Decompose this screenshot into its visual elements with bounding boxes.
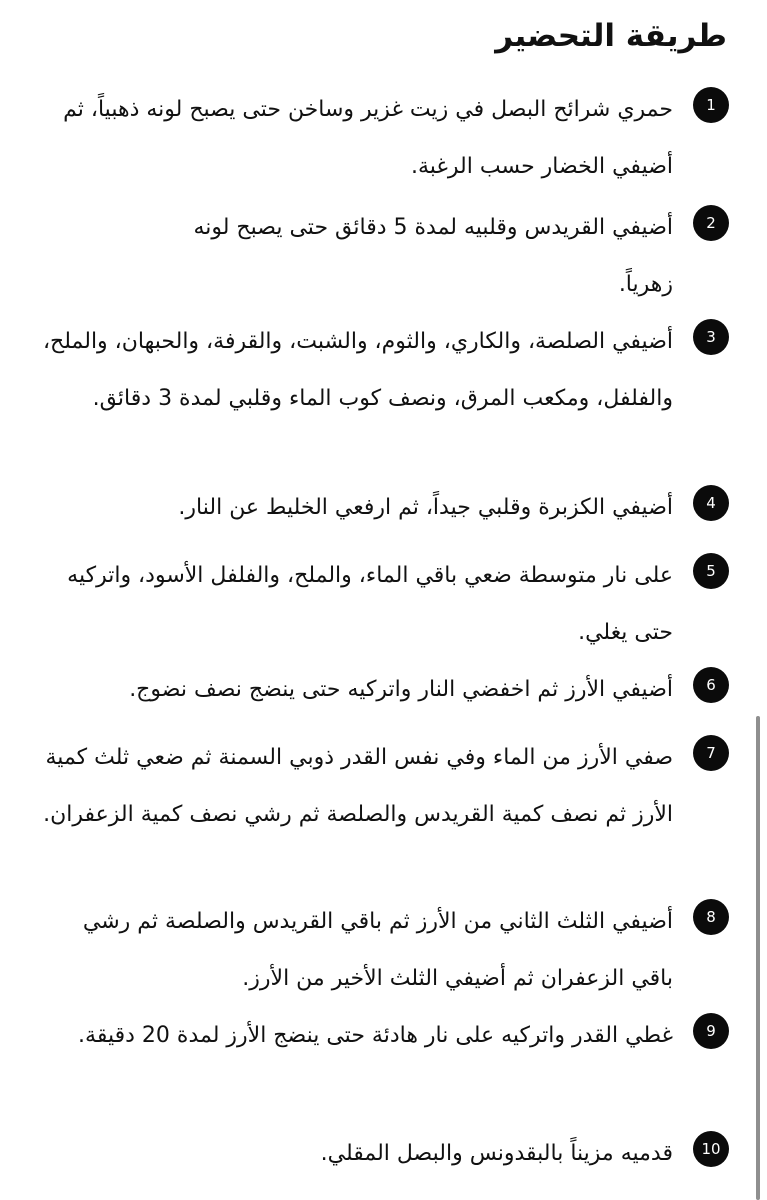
step-text: حمري شرائح البصل في زيت غزير وساخن حتى يصبح لونه ذهبياً، ثم أضيفي الخضار حسب الرغبة. — [63, 97, 673, 179]
step-text: أضيفي الكزبرة وقلبي جيداً، ثم ارفعي الخليط عن النار. — [178, 495, 673, 520]
step-text: قدميه مزيناً بالبقدونس والبصل المقلي. — [320, 1141, 673, 1166]
step-text: غطي القدر واتركيه على نار هادئة حتى ينضج الأرز لمدة 20 دقيقة. — [78, 1023, 673, 1048]
step-number-badge: 6 — [693, 667, 729, 703]
step-text: أضيفي الصلصة، والكاري، والثوم، والشبت، والقرفة، والحبهان، والملح، والفلفل، ومكعب المرق، ونصف كوب الماء وقلبي لمدة 3 دقائق. — [42, 329, 673, 411]
step-number-badge: 7 — [693, 735, 729, 771]
step-text: صفي الأرز من الماء وفي نفس القدر ذوبي السمنة ثم ضعي ثلث كمية الأرز ثم نصف كمية القريدس والصلصة ثم رشي نصف كمية الزعفران. — [43, 745, 673, 827]
step-number-badge: 10 — [693, 1131, 729, 1167]
step-number-badge: 1 — [693, 87, 729, 123]
step-text: أضيفي الأرز ثم اخفضي النار واتركيه حتى ينضج نصف نضوج. — [129, 677, 673, 702]
step-text: على نار متوسطة ضعي باقي الماء، والملح، والفلفل الأسود، واتركيه حتى يغلي. — [67, 563, 673, 645]
step-item — [38, 199, 729, 313]
step-item — [38, 81, 729, 195]
step-number-badge: 8 — [693, 899, 729, 935]
step-item — [38, 547, 729, 661]
step-number-badge: 3 — [693, 319, 729, 355]
step-item — [38, 479, 729, 536]
step-number-badge: 4 — [693, 485, 729, 521]
step-item — [38, 661, 729, 718]
step-text: أضيفي القريدس وقلبيه لمدة 5 دقائق حتى يصبح لونه زهرياً. — [193, 215, 673, 297]
step-number-badge: 2 — [693, 205, 729, 241]
step-item — [38, 893, 729, 1007]
step-item — [38, 1125, 729, 1182]
step-item — [38, 313, 729, 427]
step-item — [38, 729, 729, 843]
step-number-badge: 5 — [693, 553, 729, 589]
section-title: طريقة التحضير — [495, 18, 727, 54]
step-item — [38, 1007, 729, 1064]
step-text: أضيفي الثلث الثاني من الأرز ثم باقي القريدس والصلصة ثم رشي باقي الزعفران ثم أضيفي الثلث الأخير من الأرز. — [82, 909, 673, 991]
step-number-badge: 9 — [693, 1013, 729, 1049]
scrollbar[interactable] — [756, 716, 760, 1200]
